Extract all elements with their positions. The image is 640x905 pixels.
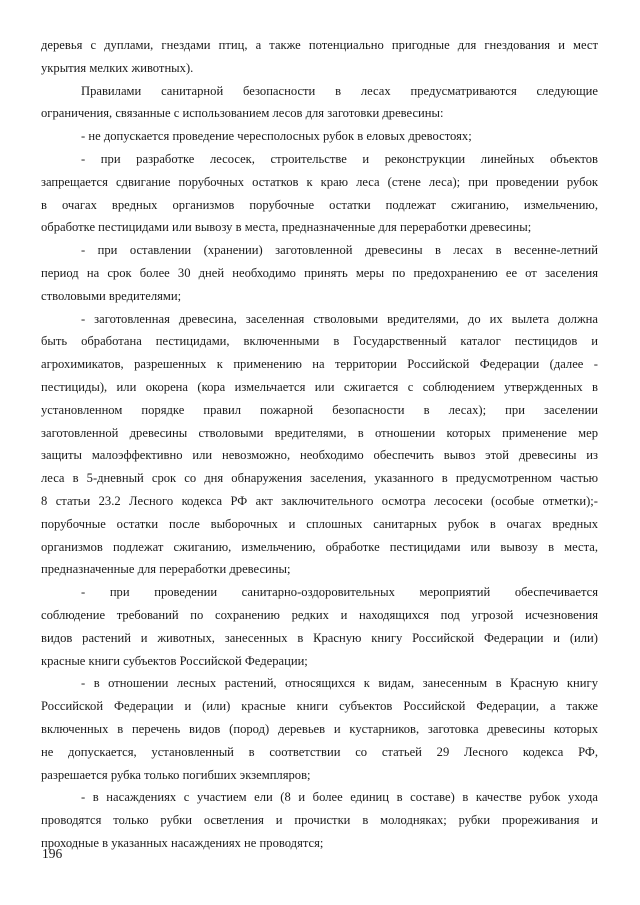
text-line: предназначенные для переработки древесины; — [41, 562, 291, 577]
text-line: пестициды), или окорена (кора измельчается или сжигается с соблюдением утвержденных в — [41, 379, 598, 394]
text-line: защиты малоэффективно или невозможно, необходимо обеспечить вывоз этой древесины из — [41, 448, 598, 463]
text-line: агрохимикатов, разрешенных к применению на территории Российской Федерации (далее - — [41, 357, 598, 372]
text-line: видов растений и животных, занесенных в Красную книгу Российской Федерации и (или) — [41, 630, 598, 645]
text-line: заготовленной древесины стволовыми вредителями, в отношении которых применение мер — [41, 425, 598, 440]
text-line: не допускается, установленный в соответствии со статьей 29 Лесного кодекса РФ, — [41, 744, 598, 759]
text-line: 8 статьи 23.2 Лесного кодекса РФ акт заключительного осмотра лесосеки (особые отметки);- — [41, 493, 598, 508]
text-line: разрешается рубка только погибших экземпляров; — [41, 767, 311, 782]
text-line: порубочные остатки после выборочных и сплошных санитарных рубок в очагах вредных — [41, 516, 598, 531]
text-line: Правилами санитарной безопасности в лесах предусматриваются следующие — [81, 83, 598, 98]
text-line: организмов подлежат сжиганию, измельчению, обработке пестицидами или вывозу в места, — [41, 539, 598, 554]
text-line: укрытия мелких животных). — [41, 60, 194, 75]
text-line: проводятся только рубки осветления и прочистки в молодняках; рубки прореживания и — [41, 813, 598, 828]
text-line: стволовыми вредителями; — [41, 288, 182, 303]
text-line: в очагах вредных организмов порубочные остатки подлежат сжиганию, измельчению, — [41, 197, 598, 212]
text-line: быть обработана пестицидами, включенными в Государственный каталог пестицидов и — [41, 334, 598, 349]
text-line: запрещается сдвигание порубочных остатков к краю леса (стене леса); при проведении рубок — [41, 174, 598, 189]
page-number: 196 — [42, 846, 63, 861]
text-line: период на срок более 30 дней необходимо принять меры по предохранению ее от заселения — [41, 265, 598, 280]
text-line: соблюдение требований по сохранению редких и находящихся под угрозой исчезновения — [41, 607, 598, 622]
text-line: установленном порядке правил пожарной безопасности в лесах); при заселении — [41, 402, 598, 417]
text-line: - заготовленная древесина, заселенная стволовыми вредителями, до их вылета должна — [81, 311, 598, 326]
text-line: - при разработке лесосек, строительстве и реконструкции линейных объектов — [81, 151, 598, 166]
text-line: - в отношении лесных растений, относящихся к видам, занесенным в Красную книгу — [81, 676, 598, 691]
text-line: - при проведении санитарно-оздоровительных мероприятий обеспечивается — [81, 585, 598, 600]
text-line: красные книги субъектов Российской Федерации; — [41, 653, 308, 668]
text-line: деревья с дуплами, гнездами птиц, а также потенциально пригодные для гнездования и мест — [41, 38, 598, 52]
text-line: - в насаждениях с участием ели (8 и более единиц в составе) в качестве рубок ухода — [81, 790, 598, 805]
text-line: проходные в указанных насаждениях не проводятся; — [41, 835, 324, 850]
text-line: включенных в перечень видов (пород) деревьев и кустарников, заготовка древесины которых — [41, 721, 598, 736]
text-line: леса в 5-дневный срок со дня обнаружения заселения, указанного в предусмотренном частью — [41, 471, 598, 486]
text-line: Российской Федерации и (или) красные книги субъектов Российской Федерации, а также — [41, 699, 598, 714]
text-line: обработке пестицидами или вывозу в места, предназначенные для переработки древесины; — [41, 220, 532, 235]
body-text — [41, 34, 598, 855]
text-line: - не допускается проведение чересполосных рубок в еловых древостоях; — [81, 129, 472, 144]
text-line: - при оставлении (хранении) заготовленной древесины в лесах в весенне-летний — [81, 243, 598, 258]
text-line: ограничения, связанные с использованием лесов для заготовки древесины: — [41, 106, 444, 121]
